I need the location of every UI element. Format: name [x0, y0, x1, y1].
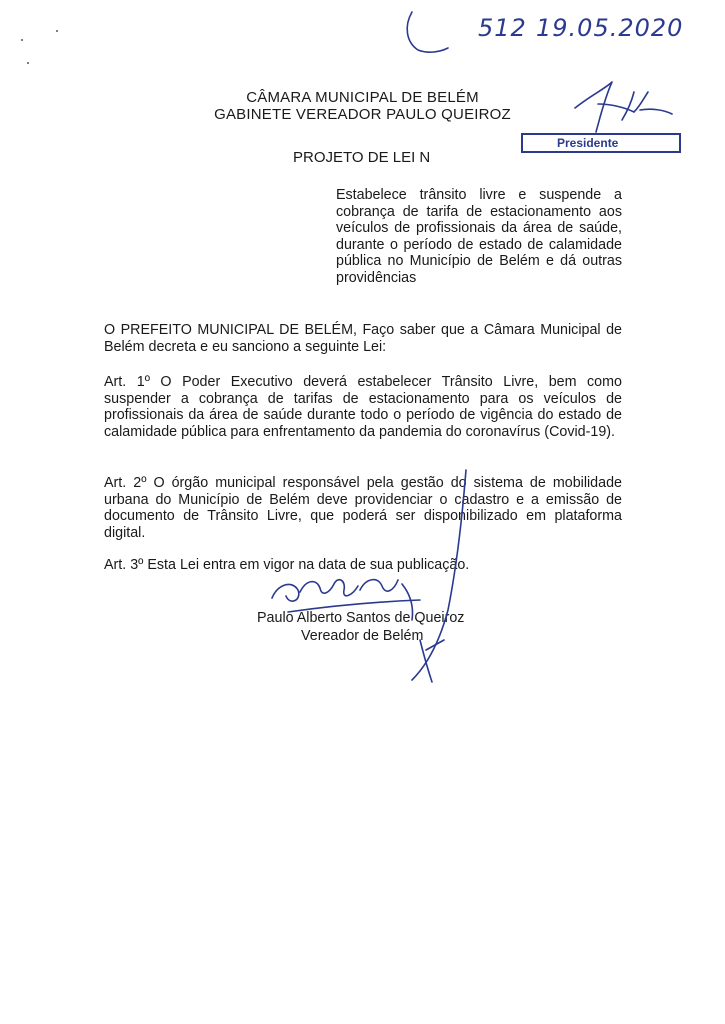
scan-speck [21, 39, 23, 41]
preamble: O PREFEITO MUNICIPAL DE BELÉM, Faço saber que a Câmara Municipal de Belém decreta e eu sanciono a seguinte Lei: [104, 322, 622, 355]
signer-role: Vereador de Belém [301, 628, 424, 644]
president-stamp [521, 133, 681, 153]
office-name: GABINETE VEREADOR PAULO QUEIROZ [214, 106, 511, 123]
stamp-label: Presidente [557, 136, 619, 150]
scan-speck [56, 30, 58, 32]
signer-name: Paulo Alberto Santos de Queiroz [257, 610, 465, 626]
protocol-number: 512 [478, 14, 527, 42]
scan-speck [27, 62, 29, 64]
signature-stroke [420, 640, 444, 682]
protocol-bracket [407, 12, 448, 52]
chamber-name: CÂMARA MUNICIPAL DE BELÉM [246, 89, 479, 106]
article-2: Art. 2º O órgão municipal responsável pela gestão do sistema de mobilidade urbana do Município de Belém deve providenciar o cadastro e a emissão de documento de Trânsito Livre, que poderá ser disponibilizado em plataforma digital. [104, 475, 622, 541]
article-3: Art. 3º Esta Lei entra em vigor na data de sua publicação. [104, 557, 470, 573]
article-1: Art. 1º O Poder Executivo deverá estabelecer Trânsito Livre, bem como suspender a cobrança de tarifas de estacionamento para os veículos de profissionais da área de saúde durante todo o período de vigência do estado de calamidade pública para enfrentamento da pandemia do coronavírus (Covid-19). [104, 374, 622, 440]
project-ementa: Estabelece trânsito livre e suspende a cobrança de tarifa de estacionamento aos veículos de profissionais da área de saúde, durante o período de estado de calamidade pública no Município de Belém e dá outras providências [336, 187, 622, 286]
protocol-date: 19.05.2020 [536, 14, 684, 42]
project-title: PROJETO DE LEI N [293, 149, 431, 166]
